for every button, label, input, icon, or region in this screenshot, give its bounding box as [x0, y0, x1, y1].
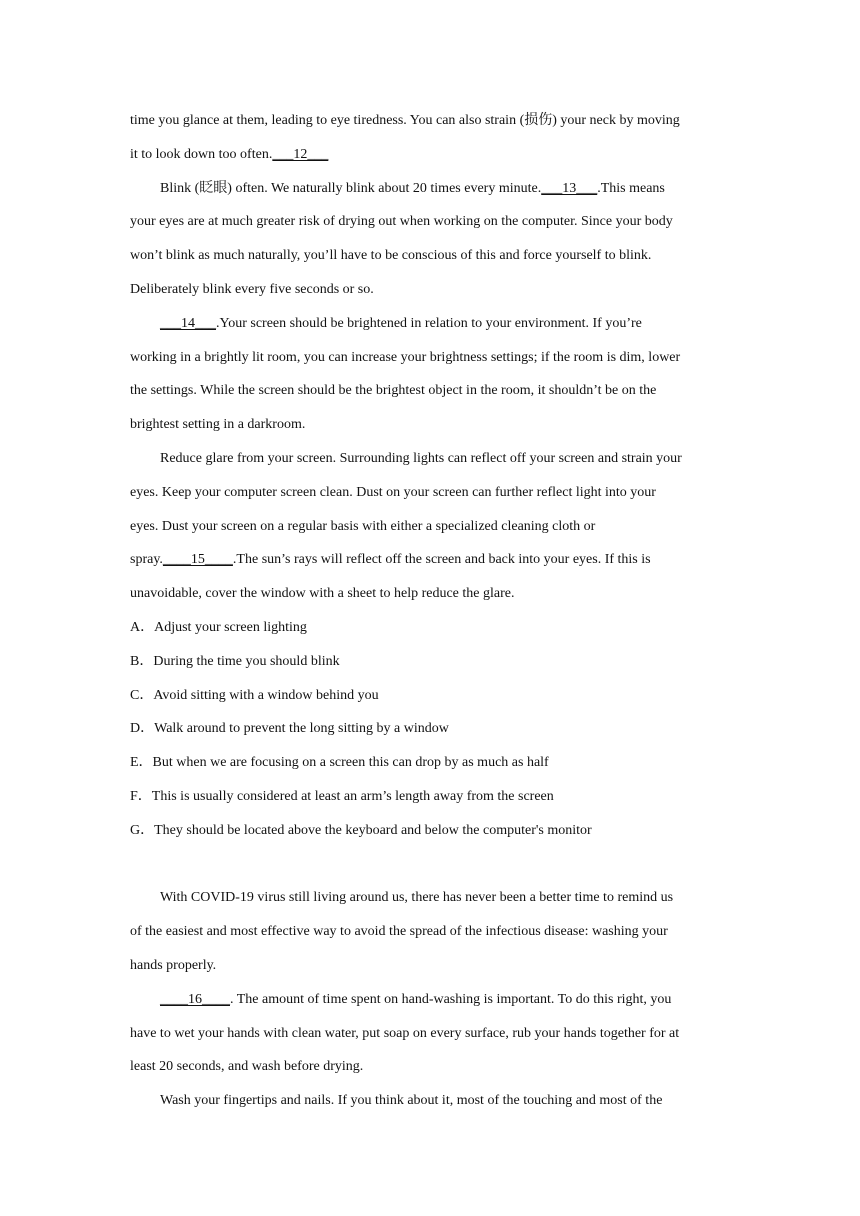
text-line: have to wet your hands with clean water, put soap on every surface, rub your hands together for at — [130, 1025, 680, 1041]
text-line — [130, 543, 730, 577]
text-line: working in a brightly lit room, you can increase your brightness settings; if the room is dim, lower — [130, 349, 681, 365]
text-line: hands properly. — [130, 957, 217, 973]
section-gap — [130, 848, 730, 882]
option-b: B．During the time you should blink — [130, 653, 340, 669]
text-line: Deliberately blink every five seconds or so. — [130, 281, 374, 297]
blank-14: ___14___ — [160, 315, 216, 331]
option-c: C．Avoid sitting with a window behind you — [130, 687, 379, 703]
text-line: the settings. While the screen should be the brightest object in the room, it shouldn’t be on the — [130, 383, 657, 399]
text-fragment: .Your screen should be brightened in relation to your environment. If you’re — [216, 315, 642, 331]
text-fragment: .This means — [597, 180, 665, 196]
text-line: least 20 seconds, and wash before drying. — [130, 1059, 364, 1075]
text-fragment: spray. — [130, 552, 163, 568]
paragraph-time-line — [130, 983, 730, 1017]
paragraph-blink-line — [130, 172, 730, 206]
text-fragment: . The amount of time spent on hand-washing is important. To do this right, you — [230, 991, 672, 1007]
blank-12: ___12___ — [272, 146, 329, 162]
option-g: G．They should be located above the keyboard and below the computer's monitor — [130, 822, 592, 838]
blank-15: ____15____ — [162, 552, 233, 568]
paragraph-fingertips-line: Wash your fingertips and nails. If you think about it, most of the touching and most of the — [160, 1093, 663, 1109]
text-line: eyes. Keep your computer screen clean. Dust on your screen can further reflect light into your — [130, 484, 656, 500]
text-fragment: Blink (眨眼) often. We naturally blink about 20 times every minute. — [160, 180, 542, 196]
blank-13: ___13___ — [541, 180, 598, 196]
text-fragment: it to look down too often. — [130, 146, 273, 162]
blank-16: ____16____ — [160, 991, 230, 1007]
option-e: E．But when we are focusing on a screen this can drop by as much as half — [130, 755, 549, 771]
text-line: brightest setting in a darkroom. — [130, 417, 306, 433]
text-line — [130, 138, 730, 172]
paragraph-screen-line — [130, 307, 730, 341]
option-f: F．This is usually considered at least an arm’s length away from the screen — [130, 788, 554, 804]
option-d: D．Walk around to prevent the long sitting by a window — [130, 721, 449, 737]
text-line: eyes. Dust your screen on a regular basis with either a specialized cleaning cloth or — [130, 518, 596, 534]
paragraph-glare-line: Reduce glare from your screen. Surrounding lights can reflect off your screen and strain your — [160, 450, 682, 466]
text-line: time you glance at them, leading to eye tiredness. You can also strain (损伤) your neck by moving — [130, 113, 680, 128]
text-line: your eyes are at much greater risk of drying out when working on the computer. Since your body — [130, 214, 673, 230]
text-line: won’t blink as much naturally, you’ll have to be conscious of this and force yourself to blink. — [130, 248, 652, 264]
paragraph-intro-line: With COVID-19 virus still living around us, there has never been a better time to remind us — [160, 890, 674, 906]
text-line: unavoidable, cover the window with a sheet to help reduce the glare. — [130, 586, 515, 602]
option-a: A．Adjust your screen lighting — [130, 619, 307, 635]
text-fragment: .The sun’s rays will reflect off the screen and back into your eyes. If this is — [232, 552, 651, 568]
text-line: of the easiest and most effective way to avoid the spread of the infectious disease: washing your — [130, 924, 668, 940]
document-page — [130, 104, 730, 1118]
